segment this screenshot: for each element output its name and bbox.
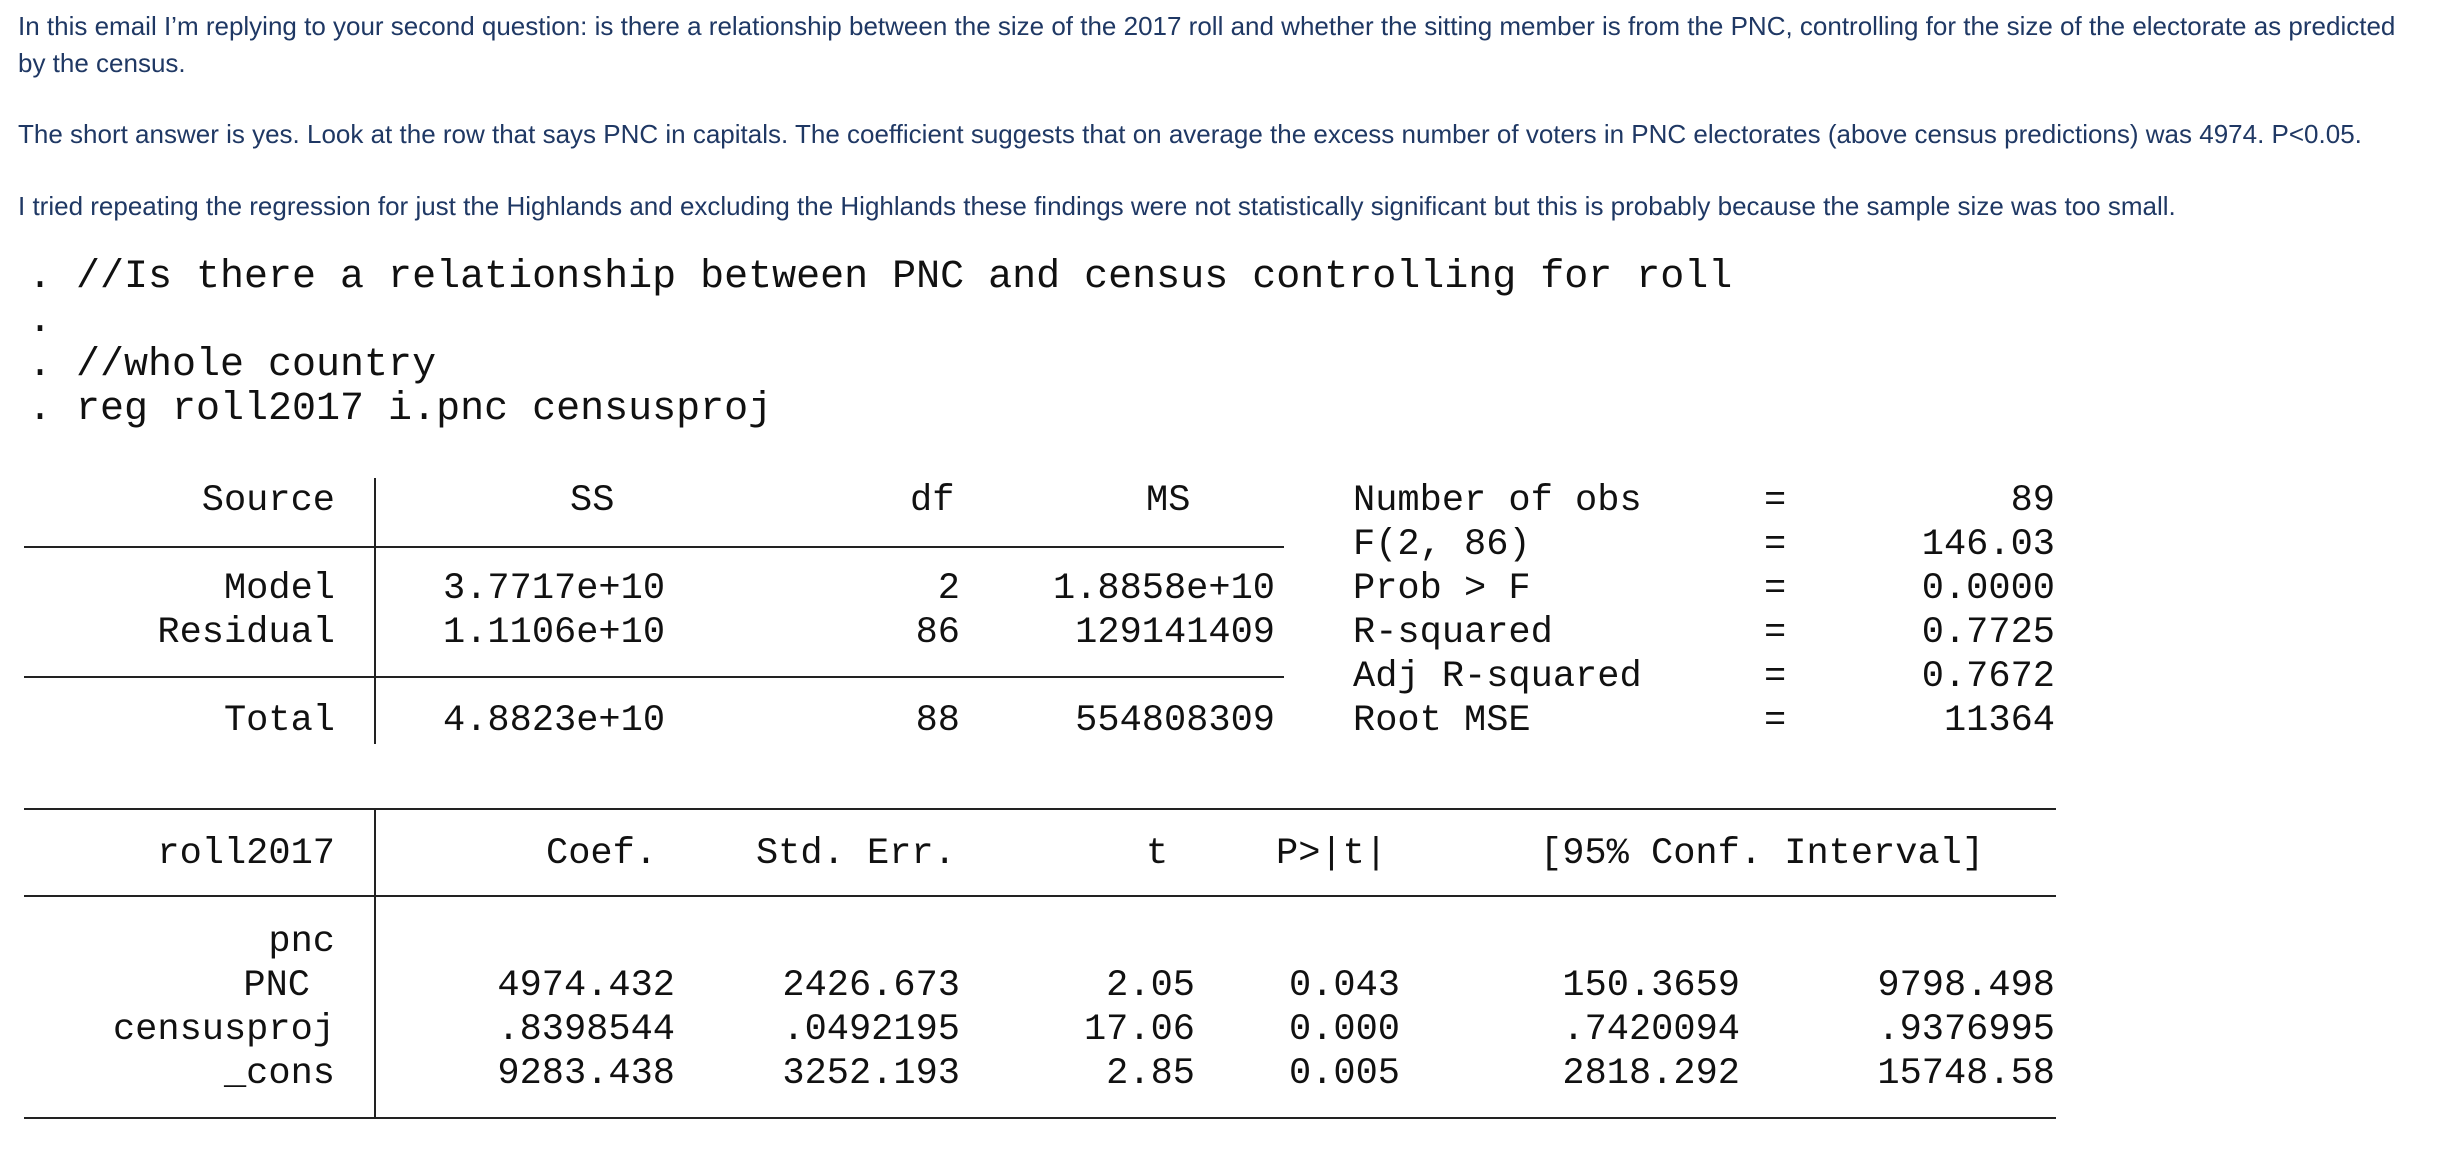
stat-eq-root-mse: = bbox=[1764, 700, 1787, 742]
coef-row-t-censusproj: 17.06 bbox=[1083, 1009, 1195, 1051]
anova-residual-ms: 129141409 bbox=[1075, 612, 1275, 654]
coef-row-p-censusproj: 0.000 bbox=[1288, 1009, 1400, 1051]
coef-row-coef-pnc: 4974.432 bbox=[497, 965, 675, 1007]
stat-eq-r-squared: = bbox=[1764, 612, 1787, 654]
coef-row-ci-high-cons: 15748.58 bbox=[1877, 1053, 2055, 1095]
stat-value-root-mse: 11364 bbox=[1943, 700, 2055, 742]
coef-row-ci-high-censusproj: .9376995 bbox=[1877, 1009, 2055, 1051]
anova-total-ms: 554808309 bbox=[1075, 700, 1275, 742]
stat-label-root-mse: Root MSE bbox=[1353, 700, 1531, 742]
coef-divider-header bbox=[24, 895, 2056, 897]
email-paragraph-1: In this email I’m replying to your second question: is there a relationship between the size of the 2017 roll and whether the sitting member is from the PNC, controlling for the size of the electorate as predicted by the census. bbox=[18, 11, 2396, 78]
coef-header-dependent: roll2017 bbox=[157, 833, 335, 875]
coef-row-label-censusproj: censusproj bbox=[112, 1009, 335, 1051]
email-paragraph-2: The short answer is yes. Look at the row that says PNC in capitals. The coefficient suggests that on average the excess number of voters in PNC electorates (above census predictions) was 4974. P<0.05. bbox=[18, 119, 2362, 149]
anova-model-label: Model bbox=[223, 568, 335, 610]
anova-header-ss: SS bbox=[570, 480, 615, 522]
anova-residual-ss: 1.1106e+10 bbox=[443, 612, 666, 654]
coef-header-ci: [95% Conf. Interval] bbox=[1540, 833, 1985, 875]
coef-divider-bottom bbox=[24, 1117, 2056, 1119]
stat-label-f: F(2, 86) bbox=[1353, 524, 1531, 566]
coef-row-label-cons: _cons bbox=[223, 1053, 335, 1095]
coef-row-coef-cons: 9283.438 bbox=[497, 1053, 675, 1095]
anova-residual-label: Residual bbox=[157, 612, 335, 654]
coef-row-se-pnc: 2426.673 bbox=[782, 965, 960, 1007]
anova-model-ms: 1.8858e+10 bbox=[1052, 568, 1275, 610]
stat-value-nobs: 89 bbox=[2010, 480, 2055, 522]
coef-row-se-censusproj: .0492195 bbox=[782, 1009, 960, 1051]
stata-command-blank: . bbox=[28, 299, 53, 344]
anova-header-ms: MS bbox=[1146, 480, 1191, 522]
anova-total-df: 88 bbox=[915, 700, 960, 742]
anova-header-source: Source bbox=[201, 480, 335, 522]
stata-command-whole-country: . //whole country bbox=[28, 343, 437, 388]
coef-row-ci-low-cons: 2818.292 bbox=[1562, 1053, 1740, 1095]
anova-header-df: df bbox=[910, 480, 955, 522]
stat-label-r-squared: R-squared bbox=[1353, 612, 1553, 654]
anova-residual-df: 86 bbox=[915, 612, 960, 654]
stat-value-prob-f: 0.0000 bbox=[1921, 568, 2055, 610]
coef-group-label-pnc: pnc bbox=[268, 921, 335, 963]
anova-vertical-divider bbox=[374, 478, 376, 744]
coef-header-se: Std. Err. bbox=[756, 833, 956, 875]
stat-label-prob-f: Prob > F bbox=[1353, 568, 1531, 610]
coef-row-ci-high-pnc: 9798.498 bbox=[1877, 965, 2055, 1007]
coef-header-coef: Coef. bbox=[546, 833, 658, 875]
coef-row-t-pnc: 2.05 bbox=[1106, 965, 1195, 1007]
coef-row-p-cons: 0.005 bbox=[1288, 1053, 1400, 1095]
anova-divider-bottom bbox=[24, 676, 1284, 678]
stat-eq-f: = bbox=[1764, 524, 1787, 566]
coef-row-ci-low-pnc: 150.3659 bbox=[1562, 965, 1740, 1007]
stata-command-comment: . //Is there a relationship between PNC and census controlling for roll bbox=[28, 255, 1733, 300]
coef-header-t: t bbox=[1146, 833, 1169, 875]
anova-model-ss: 3.7717e+10 bbox=[443, 568, 666, 610]
stat-eq-nobs: = bbox=[1764, 480, 1787, 522]
stat-label-adj-r-squared: Adj R-squared bbox=[1353, 656, 1642, 698]
coef-row-label-pnc: PNC bbox=[243, 965, 310, 1007]
stat-label-nobs: Number of obs bbox=[1353, 480, 1642, 522]
stat-value-r-squared: 0.7725 bbox=[1921, 612, 2055, 654]
coef-header-p: P>|t| bbox=[1276, 833, 1388, 875]
stat-eq-adj-r-squared: = bbox=[1764, 656, 1787, 698]
anova-total-ss: 4.8823e+10 bbox=[443, 700, 666, 742]
email-paragraph-3: I tried repeating the regression for just the Highlands and excluding the Highlands these findings were not statistically significant but this is probably because the sample size was too small. bbox=[18, 191, 2176, 221]
stat-value-f: 146.03 bbox=[1921, 524, 2055, 566]
anova-divider-top bbox=[24, 546, 1284, 548]
coef-row-ci-low-censusproj: .7420094 bbox=[1562, 1009, 1740, 1051]
coef-row-t-cons: 2.85 bbox=[1106, 1053, 1195, 1095]
anova-total-label: Total bbox=[223, 700, 335, 742]
stat-value-adj-r-squared: 0.7672 bbox=[1921, 656, 2055, 698]
coef-divider-top bbox=[24, 808, 2056, 810]
coef-row-coef-censusproj: .8398544 bbox=[497, 1009, 675, 1051]
stata-command-regress: . reg roll2017 i.pnc censusproj bbox=[28, 387, 773, 432]
coef-vertical-divider bbox=[374, 808, 376, 1119]
coef-row-se-cons: 3252.193 bbox=[782, 1053, 960, 1095]
coef-row-p-pnc: 0.043 bbox=[1288, 965, 1400, 1007]
stat-eq-prob-f: = bbox=[1764, 568, 1787, 610]
anova-model-df: 2 bbox=[937, 568, 960, 610]
